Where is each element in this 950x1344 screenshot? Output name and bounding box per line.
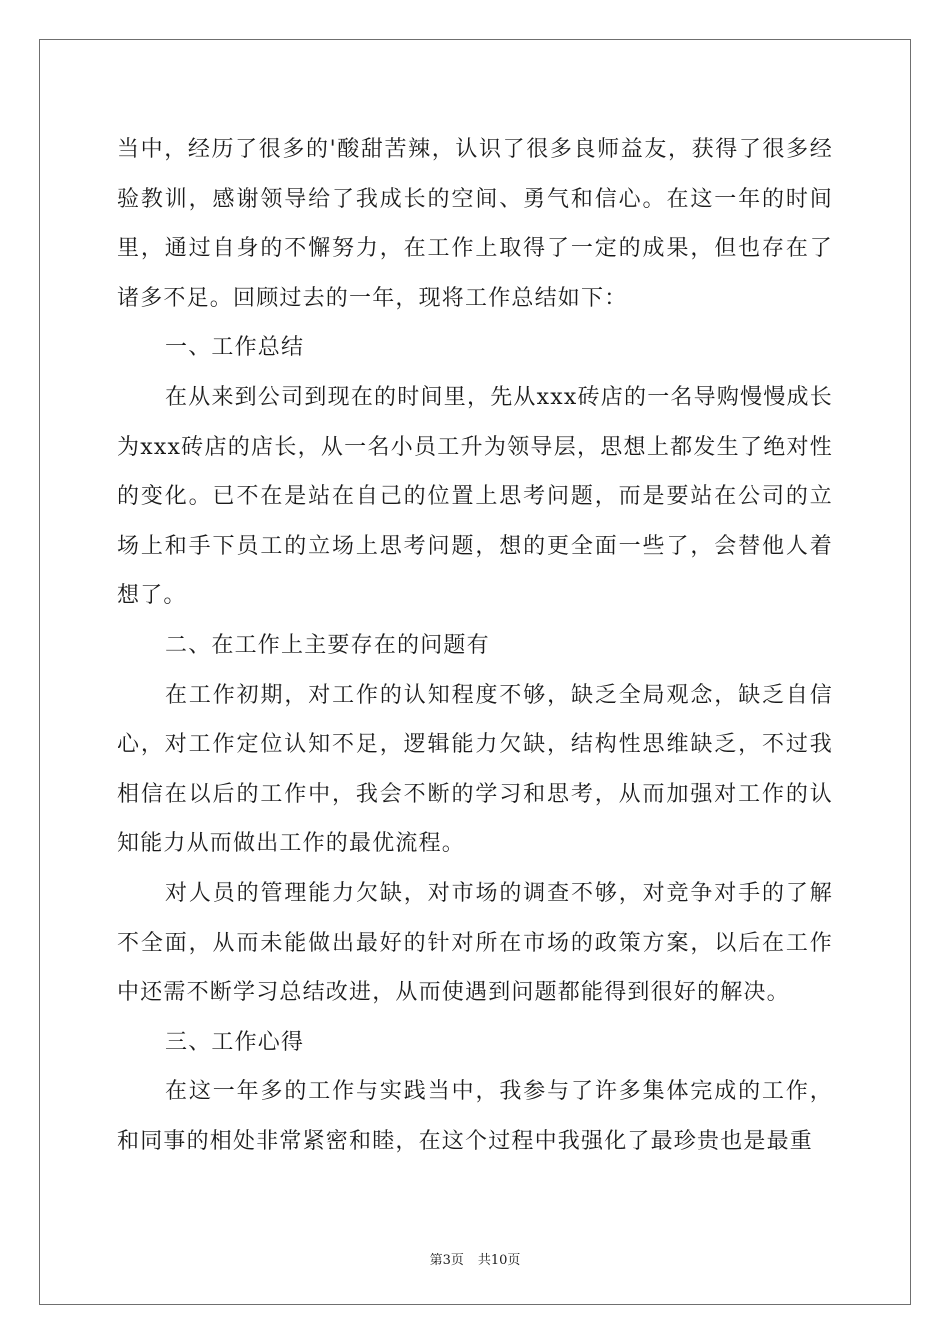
section-heading-problems: 二、在工作上主要存在的问题有 xyxy=(165,632,490,658)
paragraph-intro: 当中，经历了很多的'酸甜苦辣，认识了很多良师益友，获得了很多经验教训，感谢领导给了我成长的空间、勇气和信心。在这一年的时间里，通过自身的不懈努力，在工作上取得了一定的成果，但也存在了诸多不足。回顾过去的一年，现将工作总结如下： xyxy=(117,137,833,311)
paragraph-problems-1: 在工作初期，对工作的认知程度不够，缺乏全局观念，缺乏自信心，对工作定位认知不足，逻辑能力欠缺，结构性思维缺乏，不过我相信在以后的工作中，我会不断的学习和思考，从而加强对工作的认知能力从而做出工作的最优流程。 xyxy=(117,682,833,857)
paragraph-work-summary: 在从来到公司到现在的时间里，先从xxx砖店的一名导购慢慢成长为xxx砖店的店长，从一名小员工升为领导层，思想上都发生了绝对性的变化。已不在是站在自己的位置上思考问题，而是要站在公司的立场上和手下员工的立场上思考问题，想的更全面一些了，会替他人着想了。 xyxy=(117,384,833,609)
section-heading-work-summary: 一、工作总结 xyxy=(165,335,305,361)
paragraph-experience: 在这一年多的工作与实践当中，我参与了许多集体完成的工作，和同事的相处非常紧密和睦，在这个过程中我强化了最珍贵也是最重 xyxy=(117,1079,833,1154)
paragraph-problems-2: 对人员的管理能力欠缺，对市场的调查不够，对竞争对手的了解不全面，从而未能做出最好的针对所在市场的政策方案，以后在工作中还需不断学习总结改进，从而使遇到问题都能得到很好的解决。 xyxy=(117,880,833,1006)
page-footer xyxy=(0,1249,950,1268)
page-number: 第3页 xyxy=(429,1253,464,1268)
document-body xyxy=(117,125,833,1166)
section-heading-experience: 三、工作心得 xyxy=(165,1029,305,1055)
page-total: 共10页 xyxy=(477,1253,521,1268)
